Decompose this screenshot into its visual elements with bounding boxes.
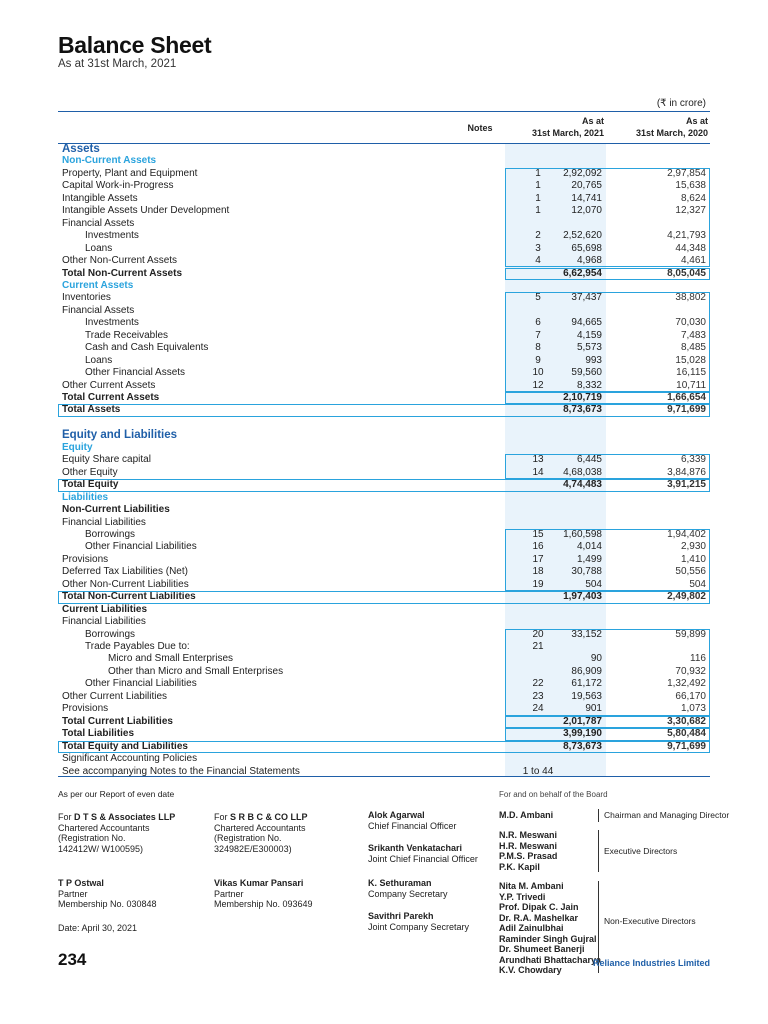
nonexec-role: Non-Executive Directors [604,916,696,926]
row-label: Cash and Cash Equivalents [85,342,209,354]
value-2020: 1,410 [680,553,706,565]
value-group-box [505,716,710,728]
table-row [58,492,710,505]
table-row [58,442,710,455]
row-label: Equity and Liabilities [62,429,178,442]
row-label: Other Financial Assets [85,367,186,379]
currency-unit: (₹ in crore) [656,98,706,109]
value-2020: 5,80,484 [667,728,706,740]
report-date: Date: April 30, 2021 [58,923,138,933]
value-2020: 3,91,215 [667,479,706,491]
row-label: Provisions [62,553,109,565]
value-2020: 9,71,699 [667,740,706,752]
row-label: Total Liabilities [62,728,135,740]
auditor-dts: For D T S & Associates LLP Chartered Accountants (Registration No. 142412W/ W100595) [58,812,176,854]
value-2021: 4,159 [576,329,602,341]
value-2020: 9,71,699 [667,404,706,416]
table-row [58,429,710,442]
value-2021: 3,99,190 [563,728,602,740]
row-label: Current Liabilities [62,603,148,615]
row-note: 21 [532,641,544,652]
page-subtitle: As at 31st March, 2021 [58,58,177,70]
table-bottom-rule [58,776,710,777]
value-2020: 3,30,682 [667,715,706,727]
auditor-srbc: For S R B C & CO LLP Chartered Accountants (Registration No. 324982E/E300003) [214,812,308,854]
row-label: Total Non-Current Assets [62,267,183,279]
row-label: Liabilities [62,491,109,503]
row-label: Non-Current Liabilities [62,504,170,516]
value-2021: 12,070 [571,205,602,217]
row-note: 1 [535,167,541,179]
table-row [58,504,710,517]
row-label: Trade Receivables [85,329,169,341]
value-2021: 4,968 [576,255,602,267]
value-group-box [505,454,710,479]
table-row [58,616,710,629]
row-note: 4 [535,255,541,267]
row-note: 23 [532,690,544,702]
value-2021: 504 [585,578,602,590]
row-label: Loans [85,354,113,366]
value-2020: 2,97,854 [667,167,706,179]
value-2021: 2,92,092 [563,167,602,179]
row-note: 1 [535,192,541,204]
row-label: Total Assets [62,404,121,416]
value-2021: 1,60,598 [563,528,602,540]
value-group-box [505,168,710,268]
value-2020: 59,899 [675,628,706,640]
value-2020: 1,073 [680,703,706,715]
row-label: Other Financial Liabilities [85,678,197,690]
value-2020: 116 [690,653,706,665]
row-note: 1 to 44 [522,765,554,777]
col-2021-header: As at 31st March, 2021 [531,116,604,138]
value-2021: 8,73,673 [563,740,602,752]
value-2020: 16,115 [676,367,706,379]
exec-bracket [598,830,599,872]
value-2020: 3,84,876 [667,466,706,478]
value-2021: 20,765 [571,180,602,192]
row-label: Financial Liabilities [62,616,146,628]
value-2021: 4,014 [576,541,602,553]
officer-cs: K. Sethuraman Company Secretary [368,878,448,899]
officer-cfo: Alok Agarwal Chief Financial Officer [368,810,457,831]
spacer-row [58,417,710,430]
row-note: 10 [532,367,544,379]
row-label: See accompanying Notes to the Financial Statements [62,765,300,777]
row-note: 1 [535,205,541,217]
value-2020: 4,461 [680,255,706,267]
row-label: Other Current Assets [62,379,156,391]
value-group-box [58,479,710,491]
value-2020: 7,483 [680,329,706,341]
row-note: 20 [532,628,544,640]
row-label: Capital Work-in-Progress [62,180,174,192]
value-2021: 65,698 [571,242,602,254]
row-label: Property, Plant and Equipment [62,167,198,179]
row-note: 9 [535,354,541,366]
value-2021: 14,741 [571,192,602,204]
row-label: Equity Share capital [62,454,151,466]
director-chairman: M.D. Ambani [499,810,554,820]
report-line: As per our Report of even date [58,789,175,799]
row-note: 13 [532,454,544,466]
table-row [58,280,710,293]
notes-column-header: Notes [467,123,493,133]
value-2020: 8,624 [680,192,706,204]
row-label: Financial Liabilities [62,516,146,528]
value-2020: 4,21,793 [667,230,706,242]
board-line: For and on behalf of the Board [499,790,608,799]
row-note: 8 [535,342,541,354]
row-label: Total Equity and Liabilities [62,740,188,752]
value-2021: 2,10,719 [563,392,602,403]
chairman-role: Chairman and Managing Director [604,810,730,820]
value-group-box [58,741,710,753]
executive-directors-list: N.R. Meswani H.R. Meswani P.M.S. Prasad P.K. Kapil [499,830,558,872]
value-2021: 8,73,673 [563,404,602,416]
row-label: Other than Micro and Small Enterprises [108,665,284,677]
exec-role: Executive Directors [604,846,678,856]
row-label: Other Financial Liabilities [85,541,197,553]
value-2021: 37,437 [571,292,602,304]
value-2020: 15,028 [675,354,706,366]
col-2020-header: As at 31st March, 2020 [635,116,708,138]
row-label: Other Equity [62,466,118,478]
row-note: 19 [532,578,544,590]
row-note: 24 [532,703,544,715]
officer-jcfo: Srikanth Venkatachari Joint Chief Financial Officer [368,843,478,864]
partner-pansari: Vikas Kumar Pansari Partner Membership No. 093649 [214,878,313,909]
row-note: 15 [532,528,544,540]
value-2021: 19,563 [571,690,602,702]
value-2021: 59,560 [571,367,602,379]
value-2021: 1,97,403 [563,591,602,603]
table-row [58,604,710,617]
value-2020: 1,66,654 [667,392,706,403]
value-2021: 2,52,620 [563,230,602,242]
row-label: Financial Assets [62,217,135,229]
value-2021: 30,788 [571,566,602,578]
row-label: Loans [85,242,113,254]
page-title: Balance Sheet [58,32,212,58]
row-label: Intangible Assets Under Development [62,205,230,217]
row-label: Total Non-Current Liabilities [62,591,196,603]
value-2020: 66,170 [675,690,706,702]
company-name: Reliance Industries Limited [592,958,710,968]
row-label: Non-Current Assets [62,155,157,167]
row-label: Assets [62,143,100,155]
value-2021: 8,332 [576,379,602,391]
value-2020: 1,94,402 [667,528,706,540]
value-group-box [505,529,710,591]
row-label: Investments [85,317,139,329]
chairman-bracket [598,809,599,822]
value-2021: 4,74,483 [563,479,602,491]
row-label: Intangible Assets [62,192,138,204]
row-label: Trade Payables Due to: [85,641,190,652]
nonexec-directors-list: Nita M. Ambani Y.P. Trivedi Prof. Dipak C. Jain Dr. R.A. Mashelkar Adil Zainulbhai Raminder Singh Gujral Dr. Shumeet Banerji Arundhati Bhattacharya K.V. Chowdary [499,881,602,975]
value-2020: 50,556 [675,566,706,578]
row-note: 12 [532,379,544,391]
value-2021: 90 [590,653,602,665]
value-2020: 10,711 [676,379,706,391]
row-label: Provisions [62,703,109,715]
value-group-box [58,404,710,416]
table-row [58,753,710,766]
page-number: 234 [58,950,87,969]
row-label: Borrowings [85,528,136,540]
value-2020: 2,49,802 [667,591,706,603]
row-note: 2 [535,230,541,242]
value-2021: 33,152 [571,628,602,640]
row-note: 1 [535,180,541,192]
row-label: Financial Assets [62,304,135,316]
value-2021: 94,665 [571,317,602,329]
value-2021: 6,62,954 [563,267,602,279]
table-row [58,155,710,168]
officer-jcs: Savithri Parekh Joint Company Secretary [368,911,470,932]
value-2020: 6,339 [680,454,706,466]
table-row [58,143,710,156]
value-group-box [505,392,710,404]
row-label: Borrowings [85,628,136,640]
row-note: 22 [532,678,544,690]
row-label: Inventories [62,292,111,304]
value-2020: 70,030 [675,317,706,329]
value-group-box [505,268,710,280]
row-note: 3 [535,242,541,254]
value-2020: 12,327 [675,205,706,217]
value-group-box [58,591,710,603]
row-label: Total Current Liabilities [62,715,173,727]
row-note: 16 [532,541,544,553]
value-2020: 2,930 [680,541,706,553]
row-label: Other Non-Current Liabilities [62,578,189,590]
value-2020: 1,32,492 [667,678,706,690]
value-2021: 5,573 [576,342,602,354]
value-2021: 86,909 [571,665,602,677]
value-2020: 15,638 [675,180,706,192]
value-2021: 1,499 [576,553,602,565]
row-label: Other Non-Current Assets [62,255,178,267]
row-label: Deferred Tax Liabilities (Net) [62,566,188,578]
row-note: 6 [535,317,541,329]
value-2021: 2,01,787 [563,715,602,727]
row-note: 5 [535,292,541,304]
row-note: 17 [532,553,544,565]
value-2020: 38,802 [675,292,706,304]
value-2020: 8,05,045 [667,267,706,279]
row-label: Total Equity [62,479,119,491]
row-note: 14 [532,466,544,478]
value-2021: 61,172 [571,678,602,690]
row-label: Investments [85,230,139,242]
row-label: Total Current Assets [62,392,160,403]
partner-ostwal: T P Ostwal Partner Membership No. 030848 [58,878,157,909]
row-note: 7 [535,329,541,341]
value-group-box [505,629,710,716]
row-label: Equity [62,441,93,453]
value-2021: 4,68,038 [563,466,602,478]
table-row [58,517,710,530]
value-2020: 44,348 [675,242,706,254]
row-label: Significant Accounting Policies [62,753,198,765]
row-label: Current Assets [62,279,134,291]
row-label: Micro and Small Enterprises [108,653,234,665]
value-2021: 6,445 [576,454,602,466]
value-group-box [505,292,710,392]
header-rule [58,111,710,112]
value-2020: 504 [689,578,706,590]
row-note: 18 [532,566,544,578]
value-2020: 8,485 [680,342,706,354]
value-2021: 901 [585,703,602,715]
value-group-box [505,728,710,740]
row-label: Other Current Liabilities [62,690,168,702]
value-2020: 70,932 [675,665,706,677]
value-2021: 993 [585,354,602,366]
